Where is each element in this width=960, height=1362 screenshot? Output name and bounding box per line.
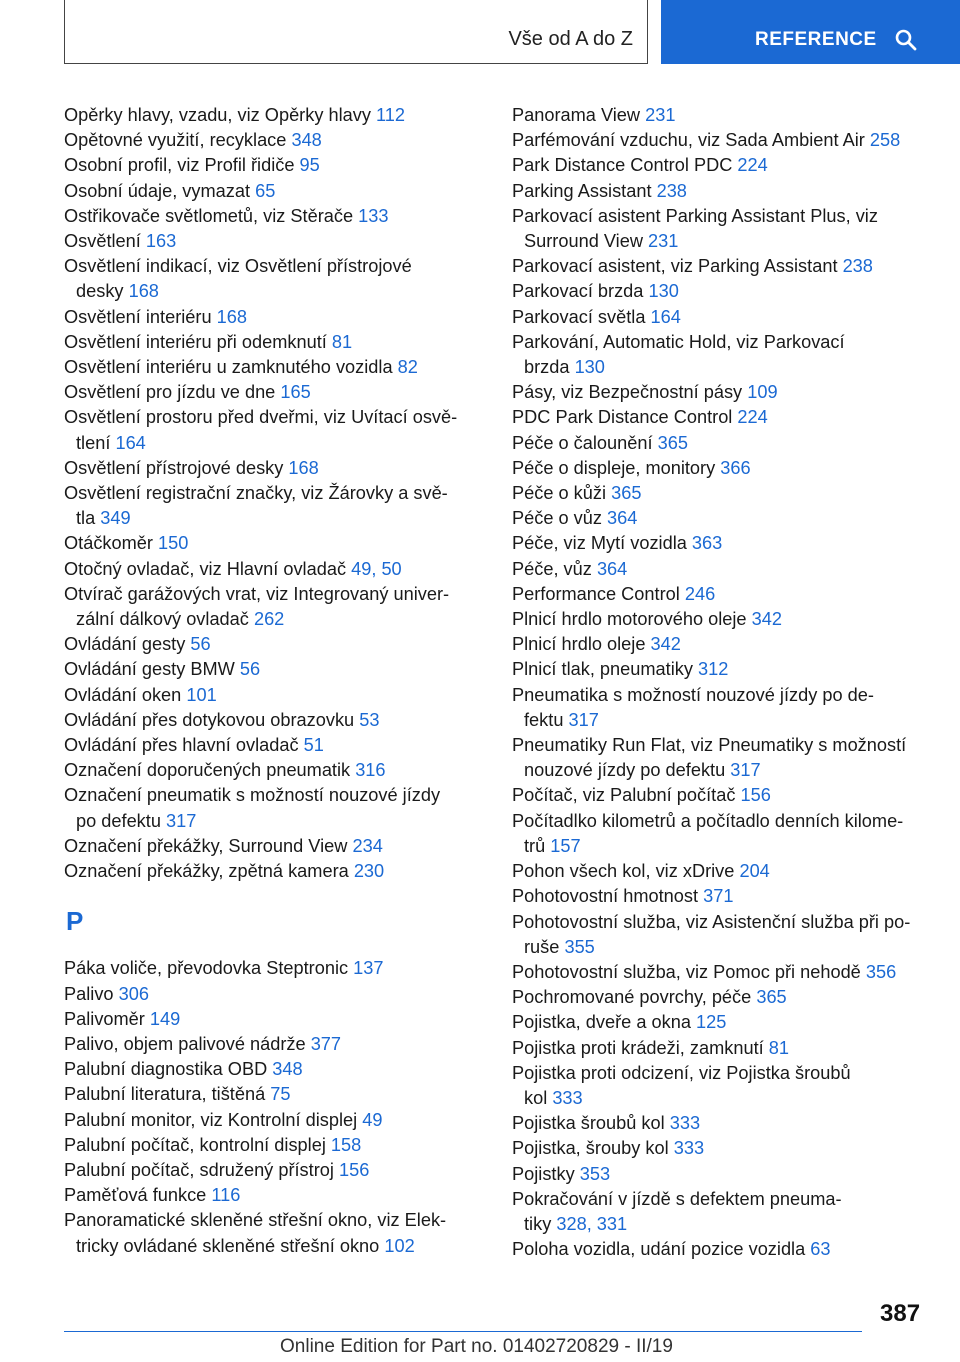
index-entry bbox=[64, 254, 484, 304]
index-term: Páka voliče, převodovka Steptronic bbox=[64, 958, 349, 979]
index-term: Plnicí tlak, pneumatiky bbox=[512, 659, 693, 680]
index-term: Parkování, Automatic Hold, viz Parkovací brzda bbox=[512, 331, 845, 378]
page-reference-link[interactable]: 231 bbox=[645, 105, 676, 125]
page-reference-link[interactable]: 246 bbox=[684, 583, 716, 604]
index-entry bbox=[512, 380, 932, 405]
index-entry bbox=[64, 456, 484, 481]
page-reference-link[interactable]: 317 bbox=[730, 760, 761, 781]
index-entry bbox=[512, 733, 932, 783]
index-entry bbox=[64, 531, 484, 556]
index-term: Palubní počítač, sdružený přístroj bbox=[64, 1159, 334, 1180]
index-entry bbox=[64, 128, 484, 153]
index-list-p bbox=[64, 956, 484, 1258]
index-entry bbox=[64, 683, 484, 708]
index-entry bbox=[512, 254, 932, 279]
page-reference-link[interactable]: 348 bbox=[291, 130, 322, 151]
page-reference-link[interactable]: 49, 50 bbox=[351, 558, 402, 579]
page-reference-link[interactable]: 102 bbox=[384, 1235, 415, 1256]
page-reference-link[interactable]: 238 bbox=[842, 256, 873, 277]
index-entry bbox=[512, 960, 932, 985]
index-entry bbox=[512, 128, 932, 153]
index-term: Pojistka, šrouby kol bbox=[512, 1138, 669, 1159]
page-reference-link[interactable]: 51 bbox=[303, 735, 324, 756]
index-term: Ovládání gesty BMW bbox=[64, 659, 235, 680]
index-entry bbox=[64, 557, 484, 582]
page-reference-link[interactable]: 101 bbox=[186, 684, 217, 705]
index-term: Parking Assistant bbox=[512, 180, 652, 201]
page-reference-link[interactable]: 109 bbox=[747, 382, 778, 403]
index-term: Parkovací asistent, viz Parking Assistant bbox=[512, 256, 838, 277]
index-term: Pneumatika s možností nouzové jízdy po de‐ fektu bbox=[512, 684, 874, 730]
page-reference-link[interactable]: 137 bbox=[353, 958, 384, 979]
index-term: Palubní literatura, tištěná bbox=[64, 1084, 266, 1105]
index-term: Péče o vůz bbox=[512, 508, 602, 529]
index-entry bbox=[512, 330, 932, 380]
page-reference-link[interactable]: 366 bbox=[720, 457, 751, 478]
page-reference-link[interactable]: 353 bbox=[579, 1163, 611, 1184]
page-reference-link[interactable]: 63 bbox=[810, 1239, 831, 1260]
index-term: Plnicí hrdlo oleje bbox=[512, 634, 646, 655]
index-entry bbox=[512, 506, 932, 531]
index-entry bbox=[512, 481, 932, 506]
index-term: Pojistka, dveře a okna bbox=[512, 1012, 691, 1033]
page-reference-link[interactable]: 349 bbox=[100, 508, 131, 529]
page-reference-link[interactable]: 56 bbox=[239, 659, 261, 680]
page-reference-link[interactable]: 316 bbox=[355, 760, 386, 781]
page-reference-link[interactable]: 95 bbox=[299, 155, 320, 176]
index-entry bbox=[64, 1082, 484, 1107]
index-list-o bbox=[64, 103, 484, 884]
index-entry bbox=[512, 557, 932, 582]
index-entry bbox=[512, 809, 932, 859]
page-reference-link[interactable]: 365 bbox=[611, 483, 642, 504]
index-term: Pojistky bbox=[512, 1163, 575, 1184]
index-entry bbox=[512, 179, 932, 204]
index-entry bbox=[512, 582, 932, 607]
index-entry bbox=[512, 783, 932, 808]
page-reference-link[interactable]: 168 bbox=[128, 281, 159, 302]
index-entry bbox=[512, 1111, 932, 1136]
index-entry bbox=[64, 758, 484, 783]
index-term: Osobní údaje, vymazat bbox=[64, 180, 251, 201]
index-term: Poloha vozidla, udání pozice vozidla bbox=[512, 1239, 806, 1260]
index-term: Palubní diagnostika OBD bbox=[64, 1059, 268, 1080]
index-term: Osvětlení bbox=[64, 231, 141, 252]
index-term: Osvětlení registrační značky, viz Žárovky a svě‐ tla bbox=[64, 483, 448, 529]
index-term: Pokračování v jízdě s defektem pneuma‐ tiky bbox=[512, 1188, 842, 1234]
index-term: Osvětlení interiéru bbox=[64, 306, 212, 327]
index-entry bbox=[64, 179, 484, 204]
index-term: Počítač, viz Palubní počítač bbox=[512, 785, 736, 806]
page-reference-link[interactable]: 234 bbox=[352, 835, 383, 856]
index-term: Pohotovostní služba, viz Asistenční služba při po‐ ruše bbox=[512, 911, 911, 957]
index-term: Osobní profil, viz Profil řidiče bbox=[64, 155, 295, 176]
page-reference-link[interactable]: 333 bbox=[552, 1087, 583, 1108]
edition-text: Online Edition for Part no. 01402720829 - II/19 bbox=[280, 1336, 673, 1357]
index-entry bbox=[64, 229, 484, 254]
index-entry bbox=[64, 330, 484, 355]
footer-divider bbox=[64, 1331, 862, 1332]
page-reference-link[interactable]: 317 bbox=[568, 709, 599, 730]
index-term: Ostřikovače světlometů, viz Stěrače bbox=[64, 205, 354, 226]
index-entry bbox=[512, 305, 932, 330]
index-term: Panoramatické skleněné střešní okno, viz Elek‐ tricky ovládané skleněné střešní okno bbox=[64, 1210, 447, 1256]
index-term: Paměťová funkce bbox=[64, 1185, 207, 1206]
page-reference-link[interactable]: 238 bbox=[656, 180, 687, 201]
index-entry bbox=[64, 405, 484, 455]
search-icon[interactable] bbox=[894, 28, 918, 57]
index-entry bbox=[64, 733, 484, 758]
page-reference-link[interactable]: 149 bbox=[149, 1008, 181, 1029]
index-term: Plnicí hrdlo motorového oleje bbox=[512, 609, 747, 630]
index-term: Péče o čalounění bbox=[512, 432, 653, 453]
index-term: Pohon všech kol, viz xDrive bbox=[512, 861, 735, 882]
index-entry bbox=[512, 859, 932, 884]
index-entry bbox=[64, 1208, 484, 1258]
index-term: Pohotovostní hmotnost bbox=[512, 886, 699, 907]
page-reference-link[interactable]: 130 bbox=[574, 357, 605, 378]
index-term: Pásy, viz Bezpečnostní pásy bbox=[512, 382, 743, 403]
page-reference-link[interactable]: 75 bbox=[270, 1084, 291, 1105]
index-term: Parkovací světla bbox=[512, 306, 646, 327]
page-reference-link[interactable]: 306 bbox=[118, 983, 149, 1004]
index-term: Osvětlení interiéru u zamknutého vozidla bbox=[64, 357, 393, 378]
index-term: Ovládání oken bbox=[64, 684, 182, 705]
index-entry bbox=[512, 1136, 932, 1161]
index-term: Palivo bbox=[64, 983, 114, 1004]
index-entry bbox=[64, 1183, 484, 1208]
page-reference-link[interactable]: 224 bbox=[737, 155, 768, 176]
index-term: Pochromované povrchy, péče bbox=[512, 987, 752, 1008]
index-term: Palubní počítač, kontrolní displej bbox=[64, 1134, 326, 1155]
index-term: Parkovací asistent Parking Assistant Plus, viz Surround View bbox=[512, 205, 878, 252]
index-entry bbox=[512, 1162, 932, 1187]
page-reference-link[interactable]: 156 bbox=[338, 1159, 370, 1180]
index-entry bbox=[512, 884, 932, 909]
page-reference-link[interactable]: 258 bbox=[869, 130, 901, 151]
index-entry bbox=[64, 1057, 484, 1082]
page-reference-link[interactable]: 333 bbox=[669, 1113, 701, 1134]
index-entry bbox=[64, 1158, 484, 1183]
index-term: Ovládání přes dotykovou obrazovku bbox=[64, 709, 355, 730]
page-reference-link[interactable]: 365 bbox=[756, 987, 787, 1008]
page-reference-link[interactable]: 158 bbox=[330, 1134, 362, 1155]
index-term: Péče, vůz bbox=[512, 558, 592, 579]
page-reference-link[interactable]: 377 bbox=[310, 1033, 342, 1054]
index-term: Pohotovostní služba, viz Pomoc při nehodě bbox=[512, 961, 861, 982]
index-term: Pojistka proti odcizení, viz Pojistka šroubů kol bbox=[512, 1062, 851, 1108]
index-entry bbox=[512, 1010, 932, 1035]
index-term: Pojistka šroubů kol bbox=[512, 1113, 665, 1134]
page-reference-link[interactable]: 112 bbox=[376, 105, 406, 125]
page-reference-link[interactable]: 356 bbox=[865, 961, 897, 982]
page-reference-link[interactable]: 317 bbox=[166, 810, 197, 831]
index-entry bbox=[64, 708, 484, 733]
index-entry bbox=[512, 1187, 932, 1237]
index-term: Pojistka proti krádeži, zamknutí bbox=[512, 1037, 764, 1058]
index-entry bbox=[512, 153, 932, 178]
index-term: Performance Control bbox=[512, 583, 680, 604]
index-term: Ovládání přes hlavní ovladač bbox=[64, 735, 299, 756]
index-term: Péče o displeje, monitory bbox=[512, 457, 716, 478]
page-reference-link[interactable]: 364 bbox=[596, 558, 628, 579]
index-entry bbox=[512, 431, 932, 456]
page-reference-link[interactable]: 371 bbox=[703, 886, 734, 907]
page-reference-link[interactable]: 82 bbox=[397, 357, 418, 378]
page-reference-link[interactable]: 364 bbox=[607, 508, 638, 529]
reference-tab[interactable] bbox=[661, 0, 960, 64]
index-term: Opětovné využití, recyklace bbox=[64, 130, 287, 151]
page-reference-link[interactable]: 355 bbox=[564, 936, 595, 957]
page-reference-link[interactable]: 230 bbox=[353, 861, 385, 882]
page-reference-link[interactable]: 165 bbox=[280, 382, 311, 403]
index-term: Otvírač garážových vrat, viz Integrovaný univer‐ zální dálkový ovladač bbox=[64, 583, 450, 630]
page-reference-link[interactable]: 53 bbox=[359, 709, 380, 730]
page-reference-link[interactable]: 328, 331 bbox=[556, 1213, 628, 1234]
page-reference-link[interactable]: 130 bbox=[648, 281, 679, 302]
index-term: Osvětlení indikací, viz Osvětlení přístrojové desky bbox=[64, 256, 412, 302]
index-entry bbox=[64, 380, 484, 405]
section-title: Vše od A do Z bbox=[508, 28, 633, 50]
page-reference-link[interactable]: 168 bbox=[216, 306, 248, 327]
index-entry bbox=[512, 456, 932, 481]
index-entry bbox=[512, 657, 932, 682]
page-reference-link[interactable]: 164 bbox=[115, 432, 146, 453]
index-term: Ovládání gesty bbox=[64, 634, 186, 655]
index-entry bbox=[512, 1237, 932, 1262]
page-reference-link[interactable]: 125 bbox=[696, 1012, 727, 1033]
page-reference-link[interactable]: 231 bbox=[648, 231, 679, 252]
index-entry bbox=[64, 305, 484, 330]
page-reference-link[interactable]: 150 bbox=[158, 533, 189, 554]
index-term: Počítadlko kilometrů a počítadlo denních kilome‐ trů bbox=[512, 810, 904, 856]
index-term: PDC Park Distance Control bbox=[512, 407, 733, 428]
page-reference-link[interactable]: 116 bbox=[211, 1185, 241, 1206]
index-entry bbox=[64, 982, 484, 1007]
index-term: Označení překážky, zpětná kamera bbox=[64, 861, 349, 882]
letter-heading: P bbox=[66, 906, 84, 937]
index-entry bbox=[512, 103, 932, 128]
reference-label: REFERENCE bbox=[755, 29, 877, 50]
index-entry bbox=[512, 607, 932, 632]
index-term: Panorama View bbox=[512, 105, 641, 125]
index-term: Označení pneumatik s možností nouzové jízdy po defektu bbox=[64, 785, 441, 831]
index-term: Opěrky hlavy, vzadu, viz Opěrky hlavy bbox=[64, 105, 371, 125]
index-entry bbox=[512, 632, 932, 657]
index-entry bbox=[64, 1133, 484, 1158]
index-list-p-continued bbox=[512, 103, 932, 1262]
page-reference-link[interactable]: 312 bbox=[698, 659, 729, 680]
page-reference-link[interactable]: 333 bbox=[673, 1138, 705, 1159]
index-entry bbox=[512, 683, 932, 733]
index-term: Parkovací brzda bbox=[512, 281, 644, 302]
index-term: Otáčkoměr bbox=[64, 533, 153, 554]
index-entry bbox=[512, 1061, 932, 1111]
page-reference-link[interactable]: 365 bbox=[657, 432, 688, 453]
page-reference-link[interactable]: 168 bbox=[288, 457, 319, 478]
page-reference-link[interactable]: 56 bbox=[190, 634, 211, 655]
index-entry bbox=[64, 1108, 484, 1133]
index-term: Označení překážky, Surround View bbox=[64, 835, 348, 856]
index-entry bbox=[64, 103, 484, 128]
page-reference-link[interactable]: 81 bbox=[331, 331, 353, 352]
index-entry bbox=[64, 632, 484, 657]
index-term: Park Distance Control PDC bbox=[512, 155, 733, 176]
index-entry bbox=[64, 1032, 484, 1057]
index-entry bbox=[512, 910, 932, 960]
index-term: Pneumatiky Run Flat, viz Pneumatiky s možností nouzové jízdy po defektu bbox=[512, 735, 907, 781]
index-term: Osvětlení prostoru před dveřmi, viz Uvítací osvě‐ tlení bbox=[64, 407, 458, 453]
index-entry bbox=[64, 859, 484, 884]
index-entry bbox=[64, 153, 484, 178]
index-term: Parfémování vzduchu, viz Sada Ambient Air bbox=[512, 130, 865, 151]
index-column-left bbox=[64, 103, 484, 1259]
page-reference-link[interactable]: 163 bbox=[145, 231, 177, 252]
index-term: Palubní monitor, viz Kontrolní displej bbox=[64, 1109, 358, 1130]
page-number: 387 bbox=[880, 1300, 921, 1327]
page-reference-link[interactable]: 133 bbox=[358, 205, 389, 226]
page-reference-link[interactable]: 156 bbox=[740, 785, 771, 806]
index-entry bbox=[64, 783, 484, 833]
page-reference-link[interactable]: 342 bbox=[650, 634, 681, 655]
index-term: Osvětlení interiéru při odemknutí bbox=[64, 331, 327, 352]
index-entry bbox=[64, 481, 484, 531]
index-entry bbox=[512, 204, 932, 254]
index-entry bbox=[512, 279, 932, 304]
page-reference-link[interactable]: 224 bbox=[737, 407, 768, 428]
page-reference-link[interactable]: 204 bbox=[739, 861, 770, 882]
page-reference-link[interactable]: 342 bbox=[751, 609, 782, 630]
index-entry bbox=[64, 956, 484, 981]
index-entry bbox=[512, 531, 932, 556]
page-reference-link[interactable]: 65 bbox=[255, 180, 276, 201]
index-term: Péče o kůži bbox=[512, 483, 607, 504]
index-term: Palivoměr bbox=[64, 1008, 145, 1029]
index-term: Péče, viz Mytí vozidla bbox=[512, 533, 687, 554]
index-term: Palivo, objem palivové nádrže bbox=[64, 1033, 306, 1054]
index-entry bbox=[512, 1036, 932, 1061]
page-reference-link[interactable]: 81 bbox=[768, 1037, 789, 1058]
index-entry bbox=[64, 657, 484, 682]
index-term: Osvětlení přístrojové desky bbox=[64, 457, 284, 478]
index-term: Otočný ovladač, viz Hlavní ovladač bbox=[64, 558, 347, 579]
index-entry bbox=[64, 582, 484, 632]
page-reference-link[interactable]: 157 bbox=[550, 835, 581, 856]
index-entry bbox=[512, 985, 932, 1010]
index-entry bbox=[64, 355, 484, 380]
index-entry bbox=[64, 1007, 484, 1032]
index-column-right bbox=[512, 103, 932, 1262]
page-reference-link[interactable]: 49 bbox=[362, 1109, 383, 1130]
page-reference-link[interactable]: 164 bbox=[650, 306, 681, 327]
page-reference-link[interactable]: 348 bbox=[272, 1059, 303, 1080]
page-reference-link[interactable]: 262 bbox=[253, 609, 285, 630]
index-term: Označení doporučených pneumatik bbox=[64, 760, 351, 781]
index-entry bbox=[512, 405, 932, 430]
index-entry bbox=[64, 204, 484, 229]
index-term: Osvětlení pro jízdu ve dne bbox=[64, 382, 276, 403]
index-entry bbox=[64, 834, 484, 859]
section-header bbox=[64, 0, 648, 64]
page-reference-link[interactable]: 363 bbox=[691, 533, 723, 554]
